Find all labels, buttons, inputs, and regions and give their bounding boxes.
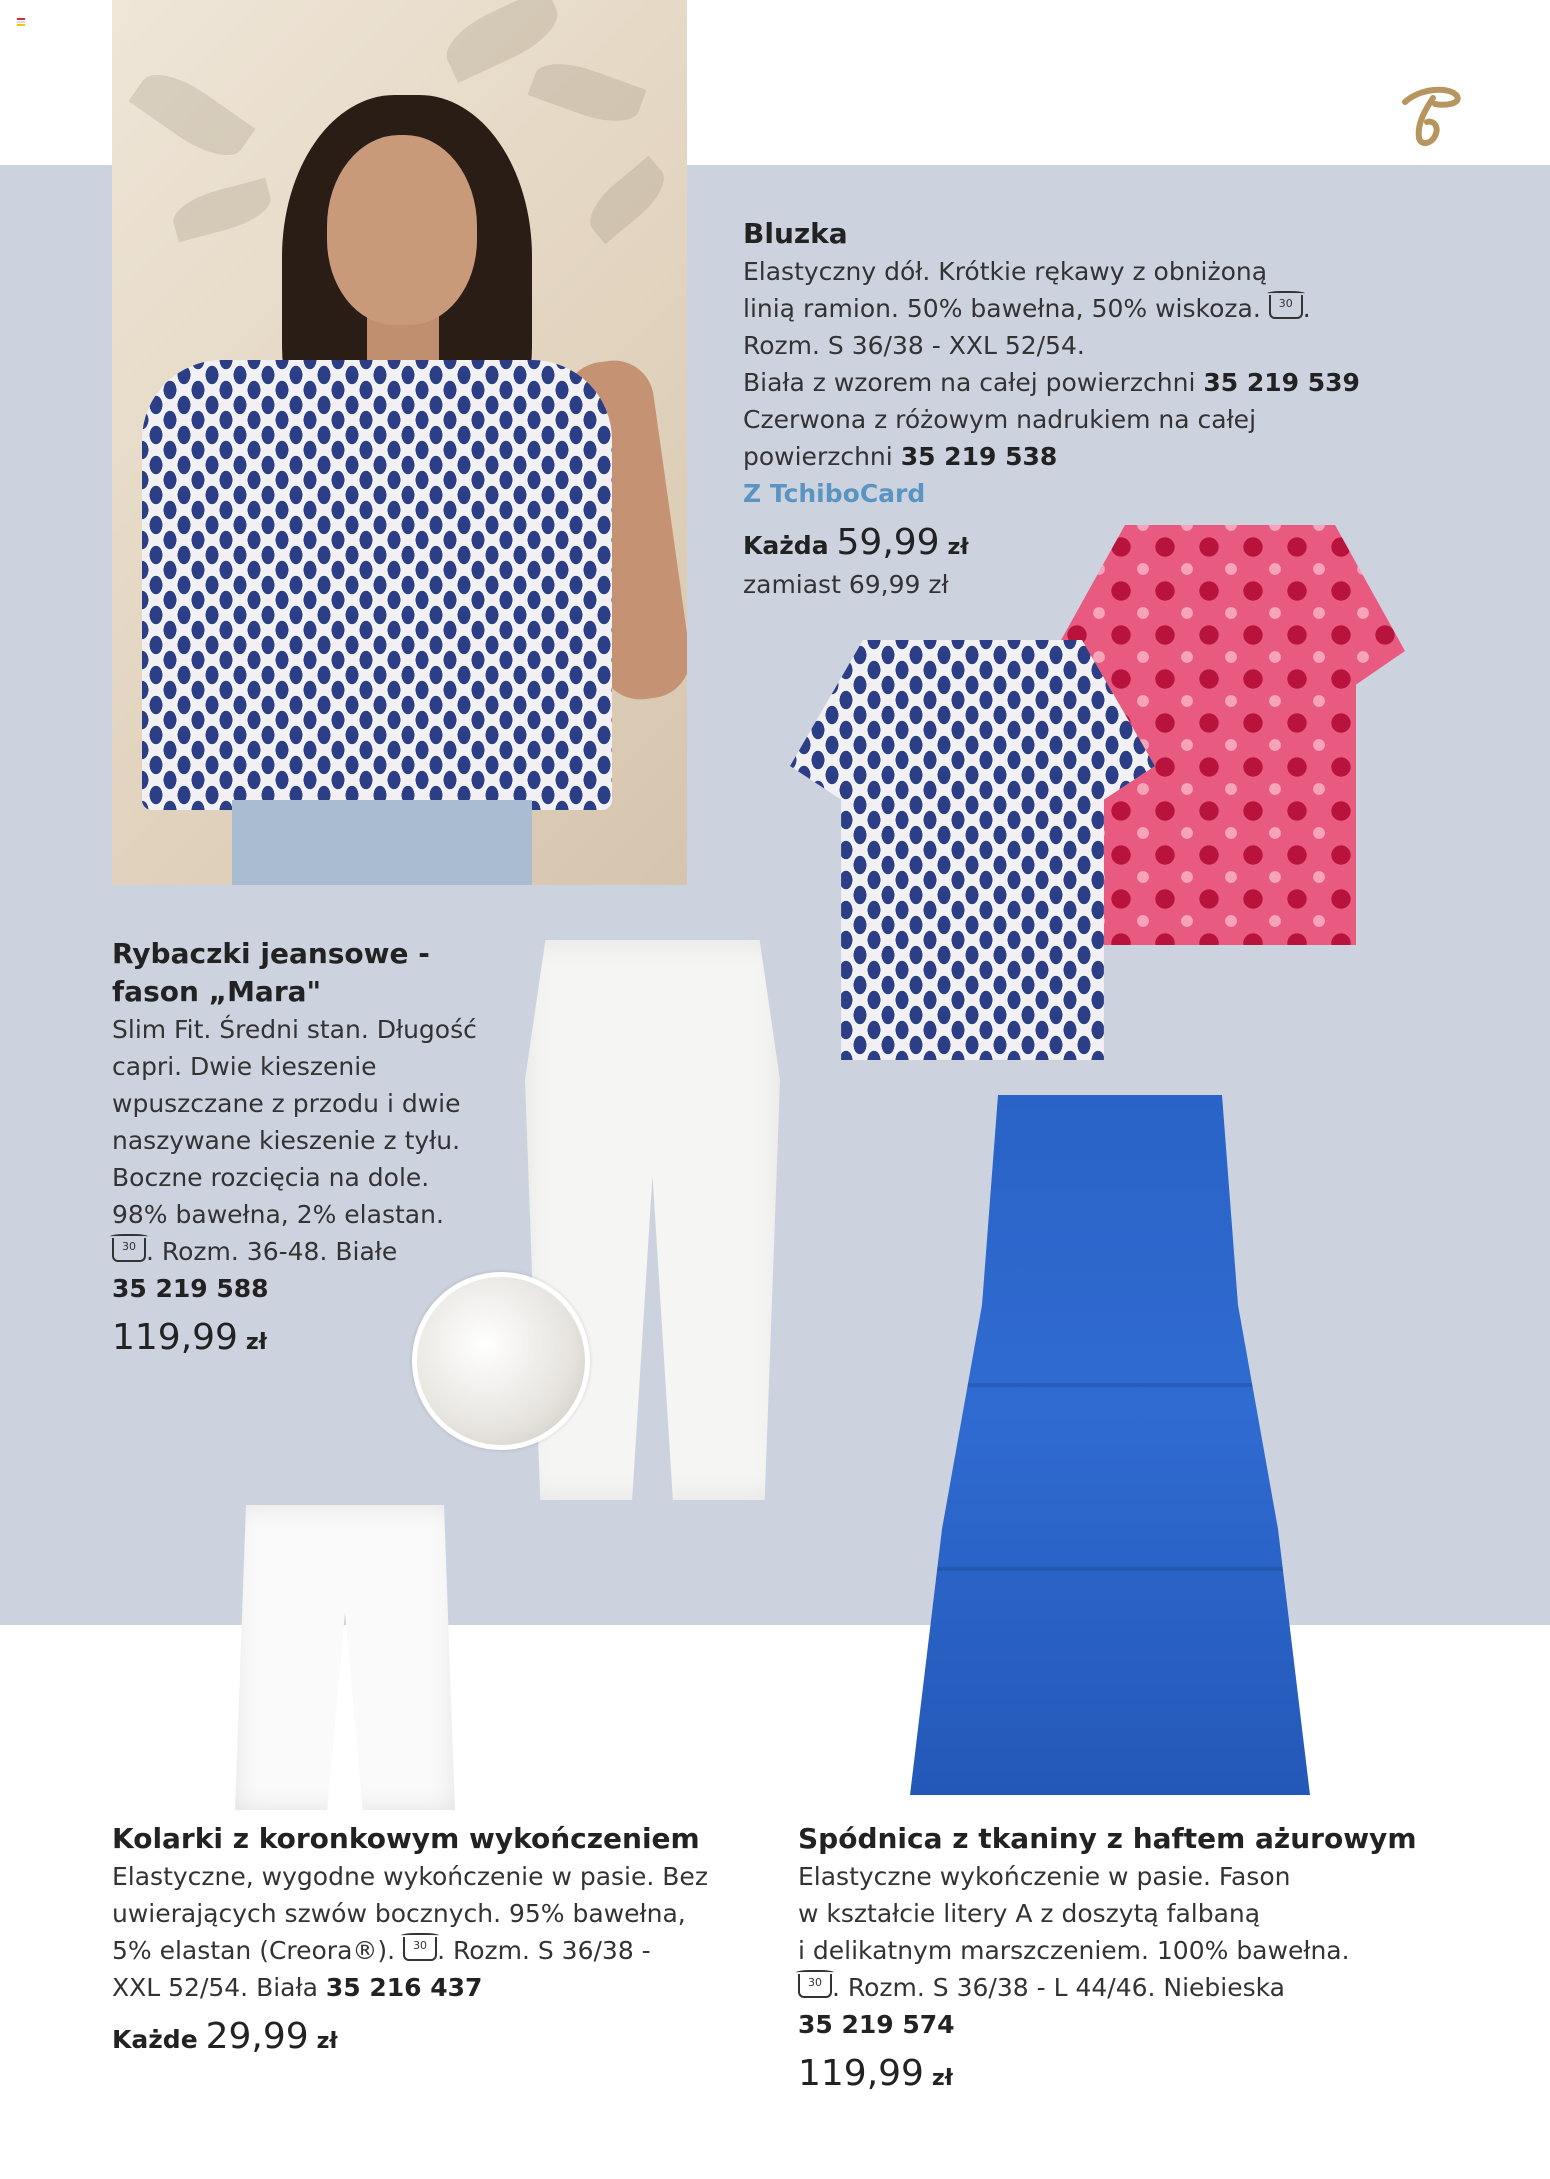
blue-blouse-image	[790, 640, 1155, 1060]
pants-detail-zoom-image	[412, 1272, 590, 1450]
spodnica-description	[798, 1820, 1498, 2097]
spodnica-line: i delikatnym marszczeniem. 100% bawełna.	[798, 1936, 1350, 1965]
rybaczki-line: wpuszczane z przodu i dwie	[112, 1089, 461, 1118]
bluzka-line: linią ramion. 50% bawełna, 50% wiskoza. 30 .	[743, 294, 1311, 323]
rybaczki-line: naszywane kieszenie z tyłu.	[112, 1126, 461, 1155]
wash-30-icon: 30	[1269, 295, 1303, 319]
kolarki-line: uwierających szwów bocznych. 95% bawełna,	[112, 1899, 686, 1928]
spodnica-title: Spódnica z tkaniny z haftem ażurowym	[798, 1822, 1417, 1855]
bluzka-variant-white: Biała z wzorem na całej powierzchni 35 219 539	[743, 368, 1360, 397]
product-code: 35 219 539	[1203, 368, 1360, 397]
kolarki-title: Kolarki z koronkowym wykończeniem	[112, 1822, 700, 1855]
kolarki-line: 5% elastan (Creora®). 30 . Rozm. S 36/38 -	[112, 1936, 651, 1965]
product-code: 35 216 437	[325, 1973, 483, 2002]
rybaczki-line: capri. Dwie kieszenie	[112, 1052, 377, 1081]
model-photo	[112, 0, 687, 885]
kolarki-description	[112, 1820, 752, 2060]
rybaczki-price: 119,99 zł	[112, 1317, 267, 1358]
spodnica-line: w kształcie litery A z doszytą falbaną	[798, 1899, 1261, 1928]
corner-marker-icon	[17, 18, 25, 26]
wash-30-icon: 30	[112, 1238, 146, 1262]
spodnica-line: 30 . Rozm. S 36/38 - L 44/46. Niebieska	[798, 1969, 1498, 2006]
white-cycling-shorts-image	[235, 1505, 455, 1810]
bluzka-line: Rozm. S 36/38 - XXL 52/54.	[743, 331, 1085, 360]
bluzka-line: Elastyczny dół. Krótkie rękawy z obniżoną	[743, 257, 1268, 286]
rybaczki-line: 98% bawełna, 2% elastan.	[112, 1200, 444, 1229]
bluzka-price: Każda 59,99 zł	[743, 522, 969, 563]
bluzka-line: Czerwona z różowym nadrukiem na całej	[743, 405, 1257, 434]
kolarki-price: Każde 29,99 zł	[112, 2016, 338, 2057]
bluzka-title: Bluzka	[743, 217, 848, 250]
rybaczki-title: Rybaczki jeansowe -	[112, 937, 430, 970]
rybaczki-title: fason „Mara"	[112, 975, 322, 1008]
kolarki-line: Elastyczne, wygodne wykończenie w pasie. Bez	[112, 1862, 708, 1891]
tchibocard-note: Z TchiboCard	[743, 479, 926, 508]
product-code: 35 219 588	[112, 1274, 269, 1303]
tchibo-logo-icon	[1395, 80, 1467, 152]
rybaczki-line: Boczne rozcięcia na dole.	[112, 1163, 430, 1192]
product-code: 35 219 574	[798, 2010, 955, 2039]
product-code: 35 219 538	[900, 442, 1058, 471]
wash-30-icon: 30	[403, 1937, 437, 1961]
spodnica-line: Elastyczne wykończenie w pasie. Fason	[798, 1862, 1291, 1891]
bluzka-old-price: zamiast 69,99 zł	[743, 570, 949, 599]
spodnica-price: 119,99 zł	[798, 2053, 953, 2094]
kolarki-line: XXL 52/54. Biała 35 216 437	[112, 1973, 483, 2002]
rybaczki-line: 30 . Rozm. 36-48. Białe	[112, 1233, 532, 1270]
rybaczki-line: Slim Fit. Średni stan. Długość	[112, 1015, 477, 1044]
wash-30-icon: 30	[798, 1974, 832, 1998]
bluzka-variant-red: powierzchni 35 219 538	[743, 442, 1058, 471]
